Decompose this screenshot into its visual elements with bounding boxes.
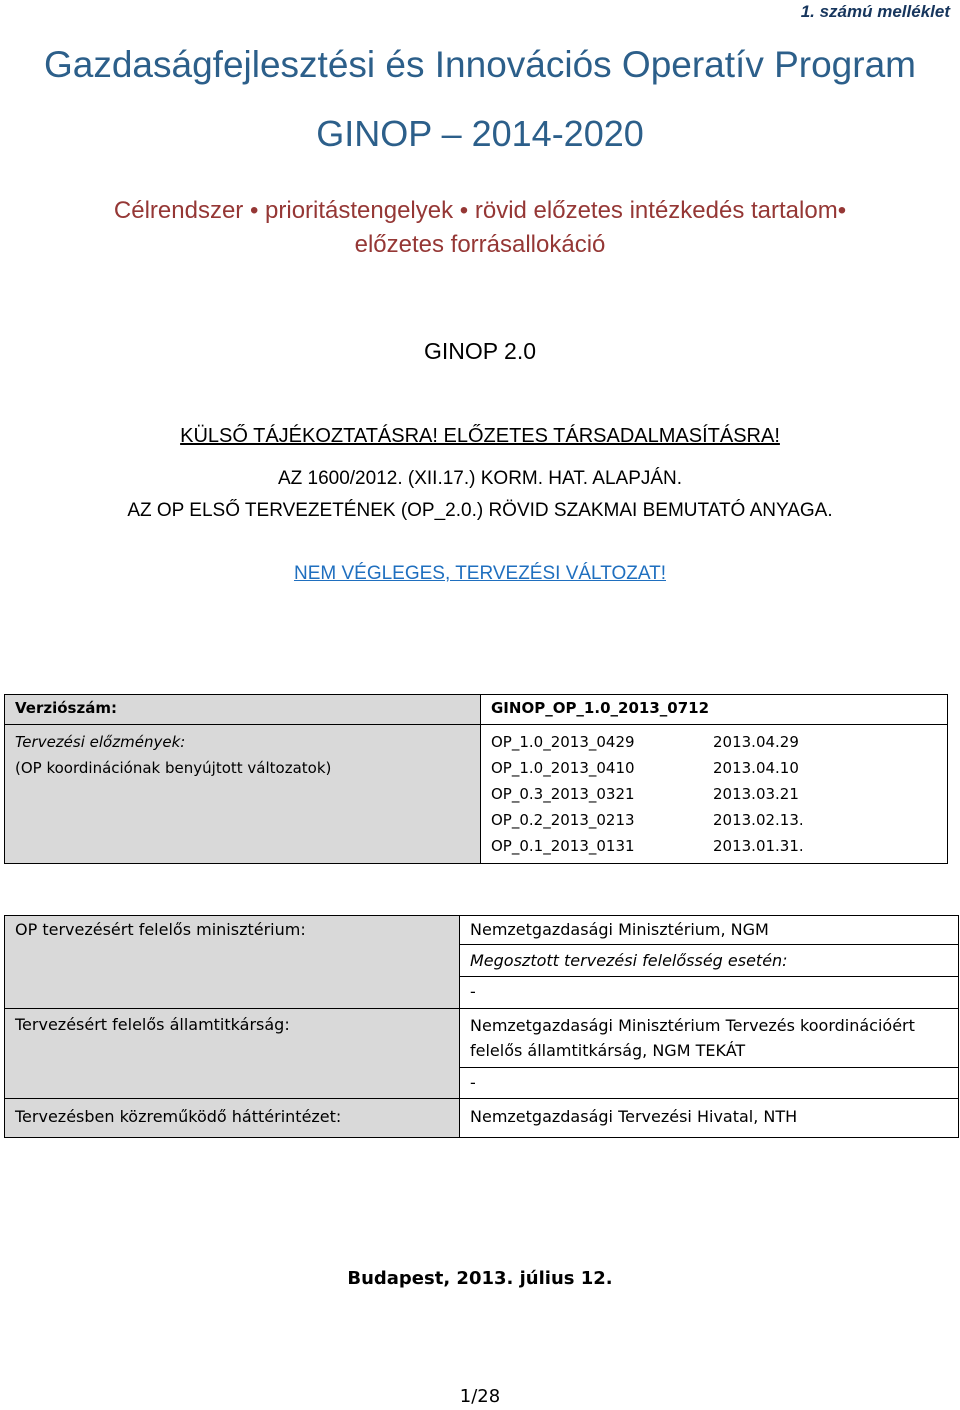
state-secretariat-label: Tervezésért felelős államtitkárság:	[15, 1015, 290, 1034]
page-number: 1/28	[459, 1386, 501, 1407]
history-list-cell	[481, 725, 948, 864]
history-date: 2013.03.21	[713, 785, 799, 803]
ministry-value-cell	[460, 916, 959, 945]
version-value-cell	[481, 695, 948, 725]
program-code: GINOP 2.0	[423, 338, 537, 364]
legal-basis-line-1: AZ 1600/2012. (XII.17.) KORM. HAT. ALAPJÁN.	[277, 468, 683, 489]
history-code: OP_0.2_2013_0213	[491, 811, 635, 829]
institution-label-cell	[5, 1099, 460, 1138]
state-secretariat-label-cell	[5, 1009, 460, 1099]
institution-row	[5, 1099, 959, 1138]
ministry-label: OP tervezésért felelős minisztérium:	[15, 920, 306, 939]
state-secretariat-row	[5, 1009, 959, 1068]
version-row	[5, 695, 948, 725]
external-notice	[0, 425, 960, 448]
place-and-date: Budapest, 2013. július 12.	[347, 1268, 613, 1289]
draft-notice	[0, 563, 960, 585]
ministry-label-cell	[5, 916, 460, 1009]
state-secretariat-value: Nemzetgazdasági Minisztérium Tervezés koordinációért felelős államtitkárság, NGM TEKÁT	[470, 1016, 915, 1060]
legal-basis	[0, 463, 960, 527]
history-item	[491, 755, 937, 781]
annex-label: 1. számú melléklet	[800, 2, 950, 21]
history-item	[491, 833, 937, 859]
institution-value: Nemzetgazdasági Tervezési Hivatal, NTH	[470, 1107, 798, 1126]
history-code: OP_0.3_2013_0321	[491, 785, 635, 803]
tagline-line-1: Célrendszer • prioritástengelyek • rövid előzetes intézkedés tartalom•	[113, 197, 847, 224]
history-list	[491, 729, 937, 859]
document-subtitle: GINOP – 2014-2020	[316, 113, 644, 154]
history-date: 2013.01.31.	[713, 837, 804, 855]
history-item	[491, 729, 937, 755]
history-label-cell	[5, 725, 481, 864]
version-table	[4, 694, 948, 864]
tagline	[0, 194, 960, 262]
version-label-cell	[5, 695, 481, 725]
history-date: 2013.02.13.	[713, 811, 804, 829]
history-code: OP_1.0_2013_0410	[491, 759, 635, 777]
ministry-row	[5, 916, 959, 945]
tagline-line-2: előzetes forrásallokáció	[354, 231, 606, 258]
version-value: GINOP_OP_1.0_2013_0712	[491, 699, 710, 717]
state-secretariat-extra: -	[470, 1073, 476, 1092]
history-date: 2013.04.10	[713, 759, 799, 777]
state-secretariat-value-cell	[460, 1009, 959, 1068]
shared-responsibility-value: -	[470, 982, 476, 1001]
external-notice-text: KÜLSŐ TÁJÉKOZTATÁSRA! ELŐZETES TÁRSADALMASÍTÁSRA!	[180, 425, 780, 447]
version-label: Verziószám:	[15, 699, 117, 717]
responsibility-table	[4, 915, 959, 1138]
state-secretariat-extra-cell	[460, 1068, 959, 1099]
history-row	[5, 725, 948, 864]
history-item	[491, 807, 937, 833]
history-code: OP_1.0_2013_0429	[491, 733, 635, 751]
shared-responsibility-label: Megosztott tervezési felelősség esetén:	[470, 951, 788, 970]
history-note: (OP koordinációnak benyújtott változatok)	[15, 759, 332, 777]
draft-notice-text: NEM VÉGLEGES, TERVEZÉSI VÁLTOZAT!	[293, 563, 666, 584]
history-item	[491, 781, 937, 807]
history-date: 2013.04.29	[713, 733, 799, 751]
legal-basis-line-2: AZ OP ELSŐ TERVEZETÉNEK (OP_2.0.) RÖVID SZAKMAI BEMUTATÓ ANYAGA.	[127, 500, 833, 521]
institution-label: Tervezésben közreműködő háttérintézet:	[15, 1107, 342, 1126]
shared-value-cell	[460, 977, 959, 1009]
ministry-value: Nemzetgazdasági Minisztérium, NGM	[470, 920, 769, 939]
history-label: Tervezési előzmények:	[15, 733, 186, 751]
history-code: OP_0.1_2013_0131	[491, 837, 635, 855]
shared-label-cell	[460, 945, 959, 977]
institution-value-cell	[460, 1099, 959, 1138]
document-title: Gazdaságfejlesztési és Innovációs Operatív Program	[44, 44, 916, 85]
